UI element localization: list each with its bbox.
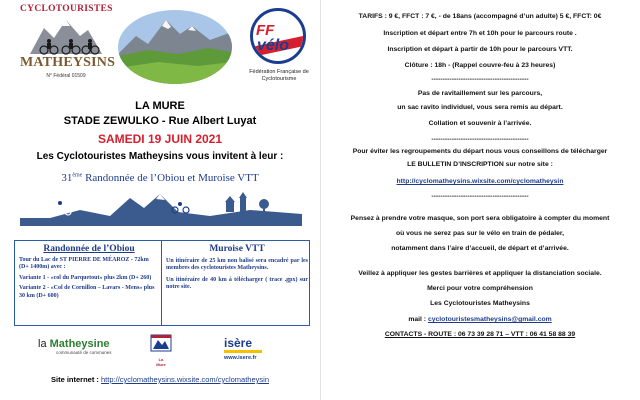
rando-ordinal: ème: [72, 172, 83, 179]
ffvelo-caption-1: Fédération Française de: [249, 69, 309, 75]
inscription-vtt: Inscription et départ à partir de 10h pour le parcours VTT.: [387, 46, 573, 53]
vtt-column: [166, 241, 308, 292]
mountain-landscape-image: [118, 10, 232, 84]
mail-link[interactable]: cyclotouristesmatheysins@gmail.com: [427, 316, 552, 323]
cloture-line: Clôture : 18h - (Rappel couvre-feu à 23 heures): [404, 62, 556, 69]
la-mure-emblem-icon: [148, 334, 174, 352]
mail-line: [320, 316, 640, 323]
logo-brand: MATHEYSINS: [20, 55, 116, 70]
la-mure-text-1: La: [158, 357, 164, 362]
rando-title: [0, 172, 320, 184]
la-mure-text-2: Mure: [156, 362, 166, 367]
rando-number: 31: [61, 172, 73, 184]
vtt-title: Muroise VTT: [209, 244, 265, 254]
isere-logo: [224, 336, 266, 361]
matheysine-prefix: la: [38, 338, 50, 350]
separator-1: -------------------------------------------: [431, 76, 529, 83]
separator-3: -------------------------------------------: [431, 193, 529, 200]
ffvelo-velo: vélo: [257, 37, 290, 54]
event-town: LA MURE: [135, 100, 185, 112]
contacts-line: CONTACTS - ROUTE : 06 73 39 28 71 – VTT : 06 41 58 88 39: [384, 331, 576, 338]
merci-line: Merci pour votre compréhension: [427, 285, 533, 292]
tarifs-line: TARIFS : 9 €, FFCT : 7 €, - de 18ans (accompagné d’un adulte) 5 €, FFCT: 0€: [358, 13, 602, 20]
la-mure-logo: [148, 334, 174, 367]
ffvelo-caption-2: Cyclotourisme: [261, 76, 297, 82]
route-title: Randonnée de l’Obiou: [43, 244, 135, 254]
masque-line-3: notamment dans l’aire d’accueil, de départ et d’arrivée.: [391, 245, 569, 252]
cyclists-banner: [20, 190, 302, 226]
mountain-cyclists-icon: [30, 16, 102, 56]
signature-line: Les Cyclotouristes Matheysins: [430, 300, 530, 307]
mail-label: mail :: [408, 316, 428, 323]
matheysine-subtitle: communauté de communes: [56, 350, 112, 355]
routes-table: [14, 240, 310, 326]
gestes-line: Veillez à appliquer les gestes barrières et appliquer la distanciation sociale.: [358, 270, 602, 277]
mountain-photo: [118, 10, 232, 84]
ffvelo-logo: [244, 8, 314, 96]
bulletin-line: LE BULLETIN D’INSCRIPTION sur notre site :: [407, 161, 553, 168]
cyclotouristes-logo: [20, 4, 116, 88]
eviter-line: Pour éviter les regroupements du départ nous vous conseillons de télécharger: [352, 148, 608, 155]
website-label: Site internet :: [51, 375, 102, 384]
isere-url: www.isere.fr: [224, 355, 257, 361]
matheysine-logo: [38, 338, 112, 355]
inscription-route: Inscription et départ entre 7h et 10h pour le parcours route .: [383, 30, 577, 37]
ffvelo-ff: FF: [256, 22, 275, 39]
masque-line-1: Pensez à prendre votre masque, son port sera obligatoire à compter du moment: [350, 215, 610, 222]
flyer-back-page: [320, 0, 640, 400]
bulletin-link[interactable]: http://cyclomatheysins.wixsite.com/cyclomatheysin: [396, 178, 564, 185]
isere-word: isère: [224, 336, 253, 350]
event-venue: STADE ZEWULKO - Rue Albert Luyat: [63, 115, 257, 127]
logo-federal-number: N° Fédéral 01509: [46, 73, 86, 79]
event-date: SAMEDI 19 JUIN 2021: [97, 132, 223, 146]
vtt-line-1: Un itinéraire de 25 km non balisé sera encadré par les membres des cyclotouristes Matheysins.: [166, 258, 308, 272]
route-line-2: Variante 1 - «col du Parquetout» plus 2km (D+ 260): [19, 274, 152, 281]
route-column: [19, 241, 159, 300]
rando-name: Randonnée de l’Obiou et Muroise VTT: [82, 172, 259, 184]
ravito-line-2: un sac ravito individuel, vous sera remis au départ.: [397, 104, 563, 111]
matheysine-word: Matheysine: [49, 338, 110, 350]
invitation-text: Les Cyclotouristes Matheysins vous invitent à leur :: [36, 151, 284, 162]
vtt-line-2: Un itinéraire de 40 km à télécharger ( trace .gpx) sur notre site.: [166, 276, 308, 291]
route-line-3: Variante 2 - «Col de Cornillon – Lavars - Mens» plus 30 km (D+ 600): [19, 285, 155, 299]
website-line: [0, 375, 320, 384]
ravito-line-3: Collation et souvenir à l’arrivée.: [428, 120, 532, 127]
ravito-line-1: Pas de ravitaillement sur les parcours,: [417, 90, 543, 97]
masque-line-2: où vous ne serez pas sur le vélo en train de pédaler,: [395, 230, 565, 237]
route-line-1: Tour du Lac de ST PIERRE DE MÉAROZ - 72km (D+ 1400m) avec :: [19, 257, 149, 271]
logo-arc-text: CYCLOTOURISTES: [20, 4, 113, 14]
separator-2: -------------------------------------------: [431, 136, 529, 143]
website-link[interactable]: http://cyclomatheysins.wixsite.com/cyclomatheysin: [101, 375, 269, 384]
